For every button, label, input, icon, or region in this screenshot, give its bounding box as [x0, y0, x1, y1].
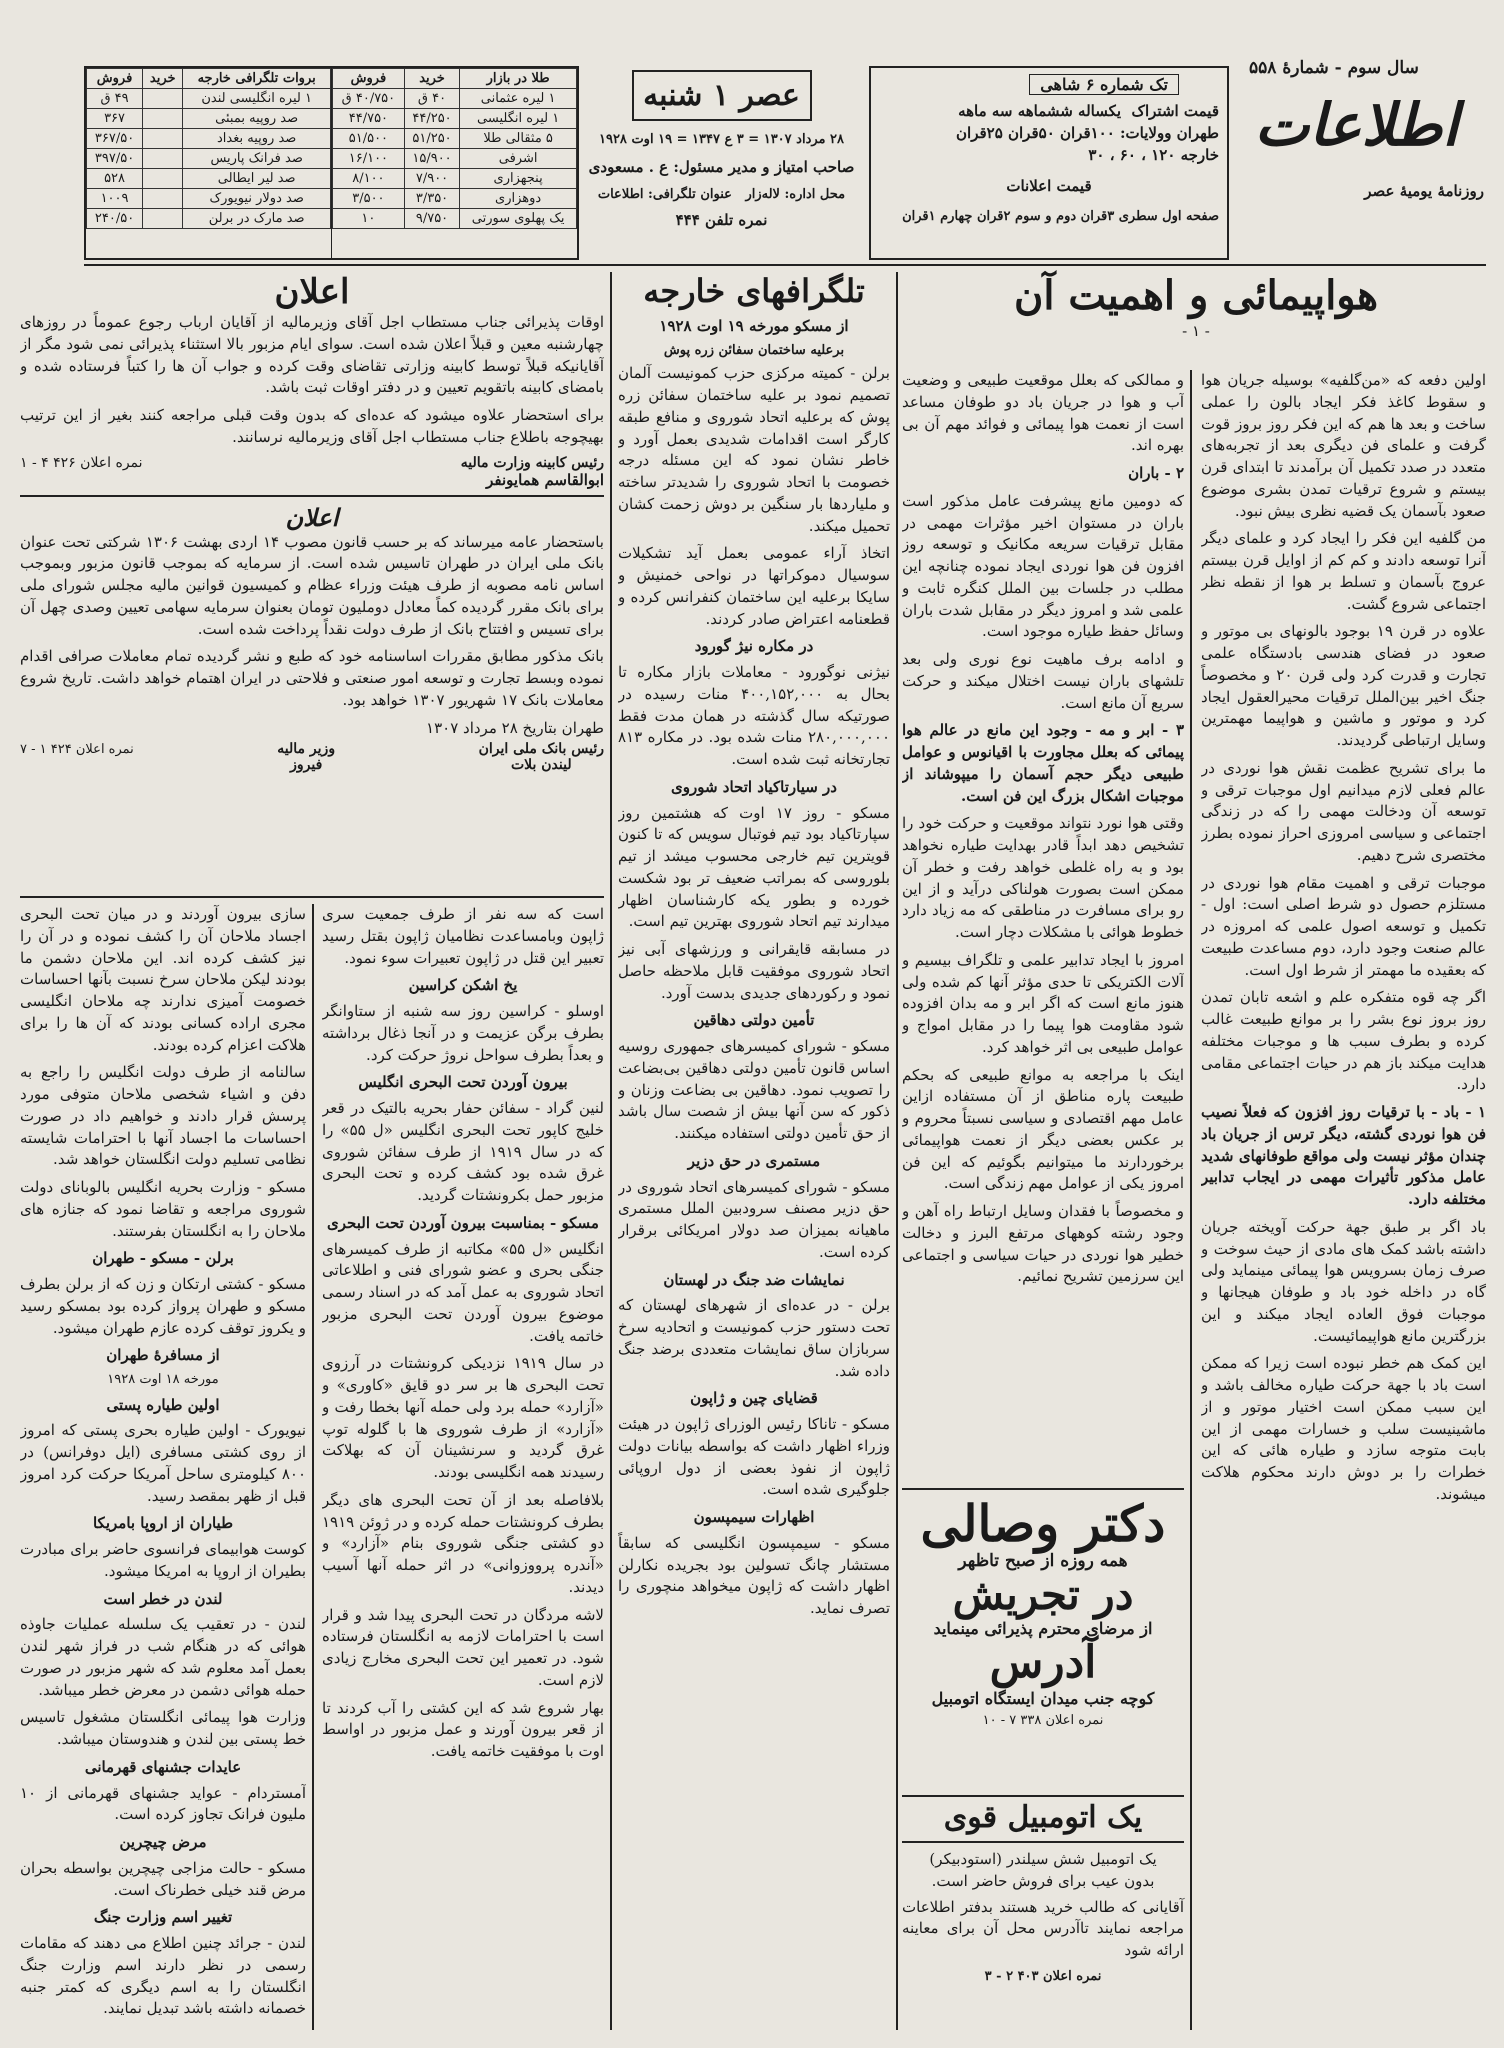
column-rule	[610, 272, 612, 2030]
cell: ۵ مثقالی طلا	[460, 129, 577, 149]
newspaper-logo: اطلاعات	[1254, 91, 1459, 159]
paragraph: است که سه نفر از طرف جمعیت سری ژاپون وبامساعدت نظامیان ژاپون بقتل رسید تعبیر این قتل در ژاپون تعبیرات سوء نمود.	[322, 905, 604, 967]
subscription-box	[869, 66, 1229, 260]
aviation-title-area	[906, 272, 1486, 343]
paragraph: و مخصوصاً با فقدان وسایل ارتباط راه آهن و وجود رشته کوههای مرتفع البرز و دخالت خطیر هوا نوردی در حیات سیاسی و اجتماعی این سرزمین تشریح نمائیم.	[902, 1202, 1184, 1286]
subscription-tehran: طهران وولایات: ۱۰۰قران ۵۰قران ۲۵قران	[956, 123, 1219, 142]
paragraph: لاشه مردگان در تحت البحری پیدا شد و قرار است با احترامات لازمه به انگلستان فرستاده شود. در تعمیر این تحت البحری مخارج زیادی لازم است.	[322, 1605, 604, 1689]
telegrams-column	[618, 272, 890, 2030]
cell: ۱۶/۱۰۰	[333, 149, 405, 169]
paragraph: علاوه در قرن ۱۹ بوجود بالونهای بی موتور و صعود در فضای هندسی بادستگاه علمی تجارت و قدرت کرد ولی قرن ۲۰ و مخصوصاً جنگ اخیر بین‌الملل ترقیات محیرالعقول ایجاد کرد و موتور و ماشین و هواپیما مهمترین وسایل ارتباطی گردیدند.	[1201, 622, 1486, 749]
subheading: اظهارات سیمپسون	[693, 1508, 815, 1527]
paragraph: اولین دفعه که «من‌گلفیه» بوسیله جریان هوا و سقوط کاغذ فکر ایجاد بالون را عملی ساخت و بعد ها هم که این فکر روز بروز قوت گرفت و علمای فن دیگری بعد از تجربه‌های متعدد در صدد تکمیل آن برآمدند تا ابتدای قرن بیستم و شروع ترقیات تمدن بشری موضوع صعود بآسمان یک قضیه نظری بیش نبود.	[1201, 371, 1486, 520]
notices-bottom-rule	[20, 896, 604, 898]
subscription-columns: یکساله ششماهه سه ماهه	[958, 102, 1122, 120]
cell: اشرفی	[460, 149, 577, 169]
cell: ۳/۵۰۰	[333, 189, 405, 209]
paragraph: در مسابقه قایقرانی و ورزشهای آبی نیز اتحاد شوروی موفقیت قابل ملاحظه حاصل نمود و رکوردهای جدیدی بدست آورد.	[618, 940, 890, 1002]
cell: صد روپیه بغداد	[183, 129, 331, 149]
fx-rates-table	[86, 68, 331, 258]
table-row	[87, 129, 331, 149]
paragraph: برای استحضار علاوه میشود که عده‌ای که بدون وقت قبلی مراجعه کنند بغیر از این ترتیب بهیچوجه باطلاع جناب مستطاب اجل آقای وزیرمالیه نرسانند.	[20, 406, 604, 446]
cell: ۹/۷۵۰	[404, 209, 459, 229]
cell: ۳۶۷	[87, 109, 143, 129]
gold-header-type: طلا در بازار	[460, 69, 577, 89]
doctor-ad	[902, 1488, 1184, 1797]
doctor-ad-ref: نمره اعلان ۳۳۸ ۷ - ۱۰	[982, 1712, 1104, 1728]
subheading: لندن در خطر است	[103, 1589, 223, 1608]
subscription-abroad: خارجه ۱۲۰ ، ۶۰ ، ۳۰	[1088, 145, 1219, 164]
paragraph: وزارت هوا پیمائی انگلستان مشغول تاسیس خط پستی بین لندن و هندوستان میباشد.	[20, 1708, 306, 1749]
aviation-part-number: - ۱ -	[1182, 322, 1210, 340]
table-row	[87, 149, 331, 169]
cell	[143, 149, 183, 169]
cell: ۴۰ ق	[404, 89, 459, 109]
paragraph: که دومین مانع پیشرفت عامل مذکور است باران در مستوان اخیر مؤثرات مهمی در مقابل ترقیات سریعه مکانیک و توسعه روز افزون فن هوا نوردی ایجاد نموده چنانچه این مطلب در جلسات بین الملل کنگره ثابت و علمی شد و امروز دیگر در مقابل شدت باران وسائل حفظ طیاره موجود است.	[902, 491, 1184, 641]
office-address: محل اداره: لاله‌زار	[745, 187, 846, 203]
column-rule	[312, 904, 314, 2030]
cell	[143, 189, 183, 209]
paragraph: و ادامه برف ماهیت نوع نوری ولی بعد تلشهای باران نیست اختلال میکند و حرکت سریع آن مانع است.	[902, 650, 1184, 712]
paragraph: مسکو - تاناکا رئیس الوزرای ژاپون در هیئت وزراء اظهار داشت که بواسطه بیانات دولت ژاپون از نفوذ بعضی از دول اروپائی جلوگیری شده است.	[618, 1415, 890, 1499]
cell: ۴۰/۷۵۰ ق	[333, 89, 405, 109]
telegrams-headline: تلگرافهای خارجه	[643, 272, 865, 310]
cell: دوهزاری	[460, 189, 577, 209]
paragraph: آمستردام - عواید جشنهای قهرمانی از ۱۰ ملیون فرانک تجاوز کرده است.	[20, 1783, 306, 1824]
divider	[20, 495, 604, 497]
paragraph: نیویورک - اولین طیاره بحری پستی که امروز از روی کشتی مسافری (ایل دوفرانس) در ۸۰۰ کیلومتری ساحل آمریکا حرکت کرد امروز قبل از ظهر بمقصد رسید.	[20, 1421, 306, 1505]
subheading: مستمری در حق دزیر	[687, 1151, 821, 1170]
subheading: تغییر اسم وزارت جنگ	[93, 1908, 233, 1927]
subheading: بیرون آوردن تحت البحری انگلیس	[358, 1073, 568, 1092]
table-row	[87, 109, 331, 129]
subheading: نمایشات ضد جنگ در لهستان	[663, 1270, 845, 1289]
subheading: در مکاره نیژ گورود	[694, 637, 814, 656]
paragraph: اگر چه قوه متفکره علم و اشعه تابان تمدن روز بروز نوع بشر را بر موانع طبیعت غالب کرده و بطرف سبب ها و موجبات مختلفه هدایت میکند باز هم در حیات اجتماعی مقامی دارد.	[1201, 988, 1486, 1094]
cell: ۱۰۰۹	[87, 189, 143, 209]
subheading: قضایای چین و ژاپون	[690, 1389, 818, 1408]
paragraph: لندن - در تعقیب یک سلسله عملیات جاوذه هوائی که در هنگام شب در فراز شهر لندن بعمل آمد معلوم شد که شهر مزبور در صورت حمله هوائی دشمن در معرض خطر میباشد.	[20, 1615, 306, 1699]
paragraph: در سال ۱۹۱۹ نزدیکی کرونشتات در آرزوی تحت البحری ها بر سر دو قایق «کاوری» و «آزارد» حمله برد ولی حمله آنها بخطا رفت و «آزارد» از طرف شوروی ها با گلوله توپ غرق گردید و سرنشینان آن که بهلاکت رسیدند همه انگلیسی بودند.	[322, 1354, 604, 1481]
subheading: تأمین دولتی دهاقین	[693, 1011, 815, 1030]
cell	[143, 109, 183, 129]
gold-header-sell: فروش	[333, 69, 405, 89]
gold-header-buy: خرید	[404, 69, 459, 89]
subheading: مسکو - بمناسبت بیرون آوردن تحت البحری	[327, 1213, 599, 1232]
cell: صد لیر ایطالی	[183, 169, 331, 189]
aviation-column-2	[902, 370, 1184, 1480]
paragraph: ما برای تشریح عظمت نقش هوا نوردی در عالم فعلی لازم میدانیم اول موجبات ترقی و توسعه آن ودخالت مهمی را که در زندگی اجتماعی و سیاسی امروزی احراز نموده بطرز مختصری شرح دهیم.	[1201, 758, 1486, 864]
cell: ۲۴۰/۵۰	[87, 209, 143, 229]
table-row	[333, 109, 577, 129]
notice2-minister-title: وزیر مالیه	[277, 741, 336, 758]
table-row	[333, 89, 577, 109]
table-row	[333, 189, 577, 209]
subheading: برلن - مسکو - طهران	[92, 1249, 234, 1268]
car-ad	[902, 1800, 1184, 2030]
car-ad-ref: نمره اعلان ۴۰۳ ۲ - ۳	[984, 1968, 1102, 1984]
dateline-block	[579, 66, 864, 260]
cell: صد مارک در برلن	[183, 209, 331, 229]
paragraph: سازی بیرون آوردند و در میان تحت البحری اجساد ملاحان آن را کشف نموده و در آن را نیز کشف کرده اند. این ملاحان دشمن ما بودند لیکن ملاحان سرخ نسبت بآنها احساسات خصومت آمیزی ندارند چه ملاحان انگلیسی مجری اراده کسانی بودند که آن ها را برای هلاکت اعزام کرده بودند.	[20, 905, 306, 1054]
paragraph: مسکو - سیمپسون انگلیسی که سابقاً مستشار چانگ تسولین بود بجریده نکارلن اظهار داشت که ژاپون میخواهد منچوری را تصرف نماید.	[618, 1533, 890, 1618]
cell: ۱ لیره انگلیسی	[460, 109, 577, 129]
date-line: ۲۸ مرداد ۱۳۰۷ = ۳ ع ۱۳۴۷ = ۱۹ اوت ۱۹۲۸	[598, 132, 845, 147]
notice2-title: اعلان	[285, 502, 339, 532]
paragraph: ۳ - ابر و مه - وجود این مانع در عالم هوا پیمائی که بعلل مجاورت با اقیانوس و عوامل طبیعی دیگر حجم آسمان را میپوشاند از موجبات اشکال بزرگ این فن است.	[902, 721, 1184, 805]
paragraph: مسکو - وزارت بحریه انگلیس بالوبانای دولت شوروی مراجعه و تقاضا نمود که جنازه های ملاحان را به انگلستان بفرستند.	[20, 1178, 306, 1240]
paragraph: بلافاصله بعد از آن تحت البحری های دیگر بطرف کرونشتات حمله کرده و در ژوئن ۱۹۱۹ دو کشتی جنگی شوروی بنام «آزارد» و «آندره‌ پرووزوانی» در اثر حمله آنها آسیب دیدند.	[322, 1490, 604, 1596]
paragraph: برلن - در عده‌ای از شهرهای لهستان که تحت دستور حزب کمونیست و اتحادیه سرخ سربازان ساق نمایشات متعددی برضد جنگ داده شد.	[618, 1296, 890, 1380]
paragraph: موجبات ترقی و اهمیت مقام هوا نوردی در مستلزم حصول دو شرط اصلی است: اول - تکمیل و توسعه اصول علمی که امروزه در عالم صنعت وجود دارد، دوم مساعدت طبیعت که بعقیده ما مهمتر از شرط اول است.	[1201, 873, 1486, 979]
subheading: ۲ - باران	[1128, 464, 1184, 482]
paragraph: کوست هوابیمای فرانسوی حاضر برای مبادرت بطیران از اروپا به امریکا میشود.	[20, 1540, 306, 1580]
subheading: یخ اشکن کراسین	[408, 976, 518, 995]
aviation-headline: هواپیمائی و اهمیت آن	[1013, 272, 1379, 319]
news-column-5	[322, 904, 604, 2030]
cell: ۷/۹۰۰	[404, 169, 459, 189]
masthead-rule	[84, 264, 1486, 266]
publisher-line: صاحب امتیاز و مدیر مسئول: ع . مسعودی	[588, 157, 855, 176]
paragraph: این کمک هم خطر نبوده است زیرا که ممکن است باد با جهة حرکت طیاره مخالف باشد و این سبب ممکن است اختیار موتور و از ماشینیست سلب و خسارات مهمی از این بابت متوجه سازد و طیاره هائی که این خطرات را بر دوش دارند محکوم هلاکت میشوند.	[1201, 1354, 1486, 1503]
weekday-box: عصر ۱ شنبه	[632, 70, 812, 121]
subheading: طیاران از اروپا بامریکا	[92, 1514, 234, 1533]
subheading: در سیارتاکیاد اتحاد شوروی	[671, 777, 837, 796]
subheading: از مسافرهٔ طهران	[106, 1346, 220, 1365]
dateline: مورخه ۱۸ اوت ۱۹۲۸	[107, 1372, 219, 1387]
cell: ۴۴/۲۵۰	[404, 109, 459, 129]
notice1-ref: نمره اعلان ۴۲۶ ۴ - ۱	[20, 454, 143, 471]
paragraph: مسکو - شورای کمیسرهای اتحاد شوروی در حق دزیر مصنف سرودبین الملل مستمری ماهیانه بمیزان صد دولار امریکائی برقرار کرده است.	[618, 1177, 890, 1261]
paragraph: لنین گراد - سفائن حفار بحریه بالتیک در قعر خلیج کاپور تحت البحری انگلیس «ل ۵۵» را که در سال ۱۹۱۹ از طرف سفائن شوروی غرق شده بود کشف کرده و تحت البحری مزبور حمل بکرونشتات گردید.	[322, 1099, 604, 1204]
cell: ۵۱/۲۵۰	[404, 129, 459, 149]
subheading: عایدات جشنهای قهرمانی	[84, 1757, 242, 1776]
cell: ۵۱/۵۰۰	[333, 129, 405, 149]
subheading: اولین طیاره پستی	[106, 1395, 220, 1414]
cell	[143, 169, 183, 189]
table-row	[87, 209, 331, 229]
doctor-place: در تجریش	[952, 1570, 1134, 1619]
cell: ۱۰	[333, 209, 405, 229]
notice2-date: طهران بتاریخ ۲۸ مرداد ۱۳۰۷	[426, 718, 604, 737]
fx-header-type: بروات تلگرافی خارجه	[183, 69, 331, 89]
notice2-minister-name: فیروز	[290, 757, 323, 774]
doctor-name: دکتر وصالی	[920, 1494, 1166, 1553]
table-row	[333, 209, 577, 229]
cell: صد دولار نیویورک	[183, 189, 331, 209]
paragraph: برلن - کمیته مرکزی حزب کمونیست آلمان تصمیم نمود بر علیه ساختمان سفائن زره پوش که برعلیه اتحاد شوروی و منافع طبقه کارگر است اقدامات شدیدی بعمل آورد و خاطر نشان نمود که این مسئله درجه خصومت با اتحاد شوروی را شدیدتر ساخته و ملیاردها بار سنگین بر دوش زحمت کشان تحمیل میکند.	[618, 364, 890, 535]
notice2-bank-title: رئیس بانک ملی ایران	[478, 741, 604, 758]
paragraph: مسکو - حالت مزاجی چیچرین بواسطه بحران مرض قند خیلی خطرناک است.	[20, 1858, 306, 1899]
cell	[143, 129, 183, 149]
car-ad-line2: بدون عیب برای فروش حاضر است.	[931, 1871, 1155, 1890]
subheading: مرض چیچرین	[119, 1833, 207, 1852]
paragraph: بهار شروع شد که این کشتی را آب کردند تا از قعر بیرون آورند و عمل مزبور در اواسط اوت با موفقیت خاتمه یافت.	[322, 1698, 604, 1760]
masthead-left-block	[1229, 58, 1484, 200]
cell: ۴۹ ق	[87, 89, 143, 109]
telegraph-address: عنوان تلگرافی: اطلاعات	[597, 187, 732, 203]
subscription-title: قیمت اشتراک	[1131, 102, 1219, 120]
car-ad-line1: یک اتومبیل شش سیلندر (استودبیکر)	[929, 1850, 1157, 1868]
paragraph: نیژنی نوگورود - معاملات بازار مکاره تا بحال به ۴۰۰,۱۵۲,۰۰۰ منات رسیده در صورتیکه سال گذشته در همان مدت فقط ۲۸۰,۰۰۰,۰۰۰ منات شده بود. در مکاره ۸۱۳ تجارتخانه ثبت شده است.	[618, 663, 890, 769]
paragraph: مسکو - روز ۱۷ اوت که هشتمین روز سپارتاکیاد بود تیم فوتبال سویس که تا کنون قویترین تیم خارجی محسوب میشد از تیم بلوروسی که بمراتب ضعیف تر بود شکست خورده و بطور یکه کارشناسان اظهار میدارند تیم اتحاد شوروی بهترین تیم است.	[618, 803, 890, 931]
gold-rates-table	[331, 68, 577, 258]
cell	[143, 89, 183, 109]
paragraph: باستحضار عامه میرساند که بر حسب قانون مصوب ۱۴ اردی بهشت ۱۳۰۶ شرکتی تحت عنوان بانک ملی ایران در طهران تاسیس شده است. از سرمایه که بموجب قانون مزبور وبموجب اساس نامه مصوبه از طرف هیئت وزراء عظام و کمیسیون قوانین مالیه مجلس شورای ملی برای بانک مقرر گردیده کماً معادل دوملیون تومان بعنوان سرمایه سهامی تعیین وصدی چهل آن برای تسیس و افتتاح بانک از طرف دولت نقداً پرداخت شده است.	[20, 532, 604, 638]
paragraph: لندن - جرائد چنین اطلاع می دهند که مقامات رسمی در نظر دارند اسم وزارت جنگ انگلستان را به اسم دیگری که کمتر جنبه خصمانه داشته باشد تبدیل نمایند.	[20, 1934, 306, 2018]
table-row	[333, 129, 577, 149]
newspaper-subtitle: روزنامهٔ یومیهٔ عصر	[1364, 182, 1484, 200]
paragraph: باد اگر بر طبق جهة حرکت آویخته جریان داشته باشد کمک های مادی از حیث سوخت و صرف زمان بسرویس هوا پیمائی مینماید ولی گاه در داخله خود باد و طوفان هیجانها و موجبات فوق العاده ایجاد میکند و این بزرگترین مانع هواپیمائیست.	[1201, 1217, 1486, 1345]
ads-price-title: قیمت اعلانات	[1006, 177, 1092, 196]
table-row	[87, 189, 331, 209]
doctor-hours: همه روزه از صبح تاظهر	[958, 1551, 1128, 1571]
table-row	[333, 169, 577, 189]
paragraph: بانک مذکور مطابق مقررات اساسنامه خود که طبع و نشر گردیده تمام معاملات صرافی اقدام نموده وبسط تجارت و توسعه امور صنعتی و فلاحتی در ایران اهتمام خواهد داشت. تاریخ شروع معاملات بانک ۱۷ شهریور ۱۳۰۷ خواهد بود.	[20, 647, 604, 709]
year-issue: سال سوم - شمارهٔ ۵۵۸	[1249, 58, 1419, 78]
subheading: برعلیه ساختمان سفائن زره پوش	[663, 342, 845, 358]
paragraph: و ممالکی که بعلل موقعیت طبیعی و وضعیت آب و هوا در جریان باد دو طوفان مساعد است از نعمت هوا پیمائی و فوائد مهم آن بی بهره اند.	[902, 371, 1184, 455]
subheading: از مسکو مورخه ۱۹ اوت ۱۹۲۸	[659, 317, 849, 335]
paragraph: مسکو - شورای کمیسرهای جمهوری روسیه اساس قانون تأمین دولتی دهاقین بی‌بضاعت را تصویب نمود. دهاقین بی بضاعت وزنان و ذکور که سن آنها بیش از شصت سال باشد از حق تأمین دولتی استفاده میکنند.	[618, 1037, 890, 1143]
cell	[143, 209, 183, 229]
cell: ۱۵/۹۰۰	[404, 149, 459, 169]
news-column-6	[20, 904, 306, 2030]
ads-price-text: صفحه اول سطری ۳قران دوم و سوم ۲قران چهارم ۱قران	[902, 209, 1219, 224]
paragraph: سالنامه از طرف دولت انگلیس را راجع به دفن و اشیاء شخصی ملاحان متوفی مورد پرسش قرار دادند و خواهیم داد در صورت احساسات ما اجساد آنها با احترامات شایسته نظامی تسلیم دولت انگلستان خواهد شد.	[20, 1063, 306, 1169]
car-ad-line3: آقایانی که طالب خرید هستند بدفتر اطلاعات مراجعه نمایند تاآدرس محل آن برای معاینه ارائه شود	[902, 1897, 1184, 1959]
paragraph: اینک با مراجعه به موانع طبیعی که بحکم طبیعت پاره مناطق از آن مستفاده ازاین عامل مهم اقتصادی و سیاسی نسبتاً محروم و بر عکس بعضی دیگر از نعمت هواپیمائی برخوردارند ما میتوانیم بگوئیم که این فن امروز یکی از عوامل مهم زندگی است.	[902, 1065, 1184, 1193]
paragraph: وقتی هوا نورد نتواند موقعیت و حرکت خود را تشخیص دهد ابداً قادر بهدایت طیاره نخواهد بود و به راه غلطی خواهد رفت و خطر آن ممکن است بصورت هولناکی درآید و از این رو برای مسافرت در مناطقی که مه زیاد دارد خطوط هوائی با مشکلات دچار است.	[902, 814, 1184, 941]
notice1-signer-name: ابوالقاسم همایونفر	[486, 470, 604, 489]
cell: ۸/۱۰۰	[333, 169, 405, 189]
cell: صد روپیه بمبئی	[183, 109, 331, 129]
table-row	[333, 149, 577, 169]
notice1-title: اعلان	[274, 272, 350, 312]
notices-block	[20, 272, 604, 890]
car-ad-title: یک اتومبیل قوی	[902, 1800, 1184, 1843]
phone-number: نمره تلفن ۴۴۴	[675, 210, 768, 229]
cell: صد فرانک پاریس	[183, 149, 331, 169]
aviation-column-1	[1201, 370, 1486, 2030]
cell: ۱ لیره عثمانی	[460, 89, 577, 109]
fx-header-sell: فروش	[87, 69, 143, 89]
cell: ۱ لیره انگلیسی لندن	[183, 89, 331, 109]
cell: ۳۶۷/۵۰	[87, 129, 143, 149]
notice2-ref: نمره اعلان ۴۲۴ ۱ - ۷	[20, 742, 134, 758]
cell: ۵۲۸	[87, 169, 143, 189]
cell: پنجهزاری	[460, 169, 577, 189]
doctor-line2: از مرضای محترم پذیرائی مینماید	[933, 1619, 1153, 1639]
cell: یک پهلوی سورتی	[460, 209, 577, 229]
paragraph: مسکو - کشتی ارتکان و زن که از برلن بطرف مسکو و طهران پرواز کرده بود بمسکو رسید و یکروز توقف کرده عازم طهران میشود.	[20, 1275, 306, 1337]
paragraph: ۱ - باد - با ترقیات روز افزون که فعلاً نصیب فن هوا نوردی گشته، دیگر ترس از جریان باد چندان مؤثر نیست ولی مواقع طوفانهای شدید عامل مذکور تأثیرات مهمی در ایجاب تدابیر مختلفه دارد.	[1201, 1103, 1486, 1208]
paragraph: امروز با ایجاد تدابیر علمی و تلگراف بیسیم و آلات الکتریکی تا حدی مؤثر آنها کم شده ولی هنوز مانع است که اگر ابر و مه بدان افزوده شود مقاومت هوا پیما را در مقابل امواج و عوامل طبیعی بی اثر خواهد کرد.	[902, 950, 1184, 1056]
column-rule	[896, 272, 898, 2030]
paragraph: انگلیس «ل ۵۵» مکاتبه از طرف کمیسرهای جنگی بحری و عضو شورای فنی و اطلاعاتی اتحاد شوروی به عمل آمد که در اسناد رسمی موضوع بیرون آوردن تحت البحری مزبور خاتمه یافت.	[322, 1239, 604, 1345]
notice1-signer-title: رئیس کابینه وزارت مالیه	[460, 454, 604, 471]
paragraph: اوقات پذیرائی جناب مستطاب اجل آقای وزیرمالیه از آقایان ارباب رجوع عموماً در روزهای چهارشنبه معین و قبلاً اعلان شده است. سوای ایام مزبور بالا استثناء پذیرائی نمی شود مگر از آقایانیکه قبلاً توسط کابینه وزارتی تقاضای وقت کرده و جواب آن ها را کتباً فرستاده شده و بامضای کابینه باتقویم تعیین و در دفتر اوقات ثبت باشد.	[20, 313, 604, 397]
paragraph: اتخاذ آراء عمومی بعمل آید تشکیلات سوسیال دموکراتها در نواحی خمنیش و سایکا برعلیه این ساختمان کنفرانس کرده و قطعنامه اعتراض صادر کردند.	[618, 544, 890, 628]
cell: ۳/۳۵۰	[404, 189, 459, 209]
column-rule	[1190, 370, 1192, 2030]
fx-header-buy: خرید	[143, 69, 183, 89]
paragraph: من گلفیه این فکر را ایجاد کرد و علمای دیگر آنرا توسعه دادند و کم کم از اوایل قرن بیستم عروج بآسمان و تسلط بر هوا از نقطه نظر اجتماعی شروع گشت.	[1201, 529, 1486, 613]
cell: ۳۹۷/۵۰	[87, 149, 143, 169]
cell: ۴۴/۷۵۰	[333, 109, 405, 129]
paragraph: اوسلو - کراسین روز سه شنبه از ستاوانگر بطرف برگن عزیمت و در آنجا ذغال برداشته و بعداً بطرف سواحل نروژ حرکت کرد.	[322, 1002, 604, 1064]
doctor-address: کوچه جنب میدان ایستگاه اتومبیل	[931, 1688, 1155, 1708]
notice2-bank-name: لیندن بلات	[510, 757, 572, 774]
rates-box	[84, 66, 579, 260]
table-row	[87, 89, 331, 109]
table-row	[87, 169, 331, 189]
doctor-address-title: آدرس	[989, 1637, 1097, 1689]
single-copy-price: تک شماره ۶ شاهی	[1029, 74, 1179, 95]
